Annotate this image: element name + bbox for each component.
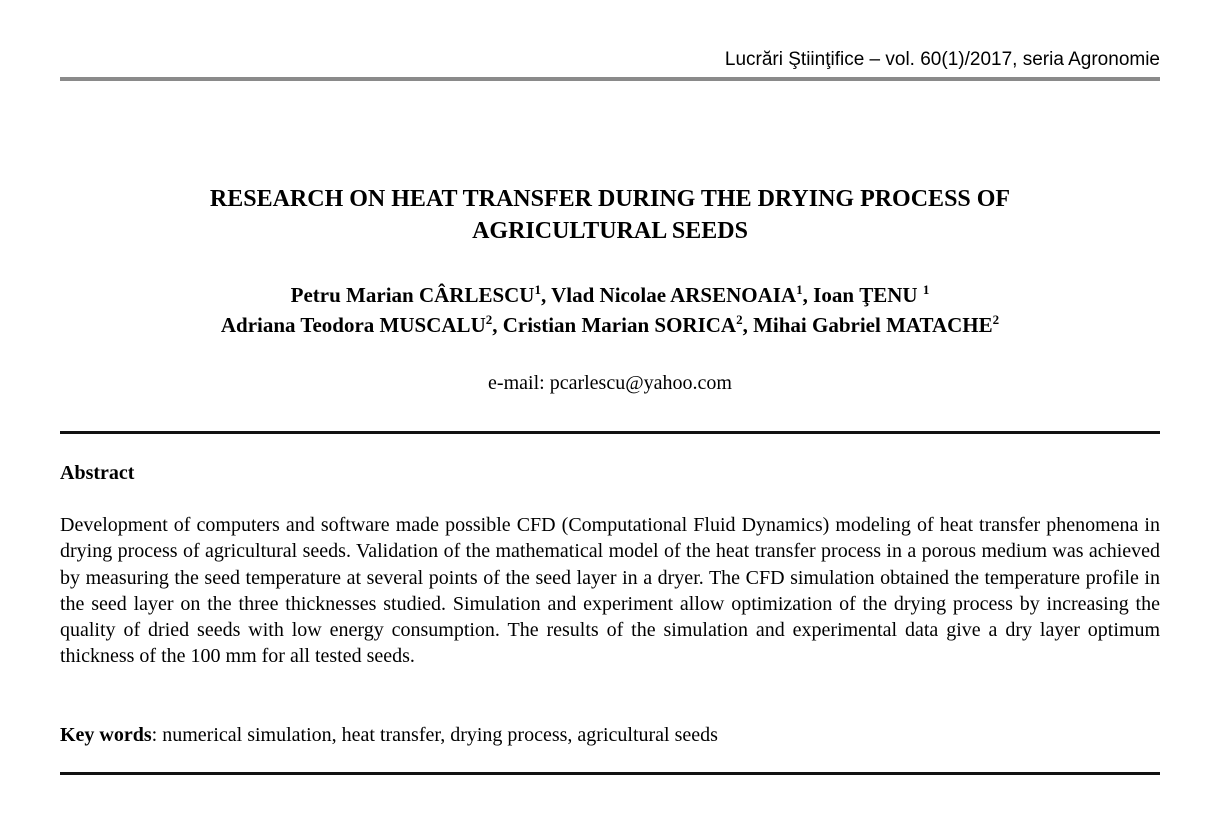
author-line-1 — [60, 280, 1160, 310]
author-name: Ioan ŢENU — [813, 283, 923, 307]
affiliation-mark: 1 — [922, 282, 930, 297]
affiliation-mark: 1 — [796, 282, 803, 297]
author-list — [60, 280, 1160, 340]
author-separator: , — [540, 283, 552, 307]
paper-title — [60, 183, 1160, 247]
author-name: Petru Marian CÂRLESCU — [290, 283, 535, 307]
keywords-text: : numerical simulation, heat transfer, drying process, agricultural seeds — [151, 724, 718, 746]
author-name: Mihai Gabriel MATACHE — [753, 313, 993, 337]
author-separator: , — [802, 283, 814, 307]
running-header: Lucrări Ştiinţifice – vol. 60(1)/2017, seria Agronomie — [724, 49, 1160, 70]
paper-title-line-2: AGRICULTURAL SEEDS — [472, 218, 748, 244]
abstract-bottom-rule — [60, 772, 1160, 775]
author-separator: , — [742, 313, 754, 337]
keywords — [60, 722, 1160, 748]
author-name: Adriana Teodora MUSCALU — [220, 313, 486, 337]
keywords-label: Key words — [60, 724, 152, 746]
author-line-2 — [60, 310, 1160, 340]
contact-email: e-mail: pcarlescu@yahoo.com — [488, 372, 732, 394]
paper-title-line-1: RESEARCH ON HEAT TRANSFER DURING THE DRYING PROCESS OF — [209, 186, 1011, 212]
abstract-top-rule — [60, 431, 1160, 434]
author-name: Vlad Nicolae ARSENOAIA — [551, 283, 797, 307]
author-separator: , — [492, 313, 503, 337]
affiliation-mark: 1 — [534, 282, 541, 297]
affiliation-mark: 2 — [485, 312, 493, 327]
abstract-heading: Abstract — [60, 462, 135, 484]
author-name: Cristian Marian SORICA — [502, 313, 737, 337]
abstract-text: Development of computers and software made possible CFD (Computational Fluid Dynamics) modeling of heat transfer phenomena in drying process of agricultural seeds. Validation of the mathematical model of the heat transfer process in a porous medium was achieved by measuring the seed temperature at several points of the seed layer in a dryer. The CFD simulation obtained the temperature profile in the seed layer on the three thicknesses studied. Simulation and experiment allow optimization of the drying process by increasing the quality of dried seeds with low energy consumption. The results of the simulation and experimental data give a dry layer optimum thickness of the 100 mm for all tested seeds. — [60, 514, 1160, 668]
affiliation-mark: 2 — [736, 312, 743, 327]
header-rule — [60, 77, 1160, 81]
affiliation-mark: 2 — [992, 312, 1000, 327]
